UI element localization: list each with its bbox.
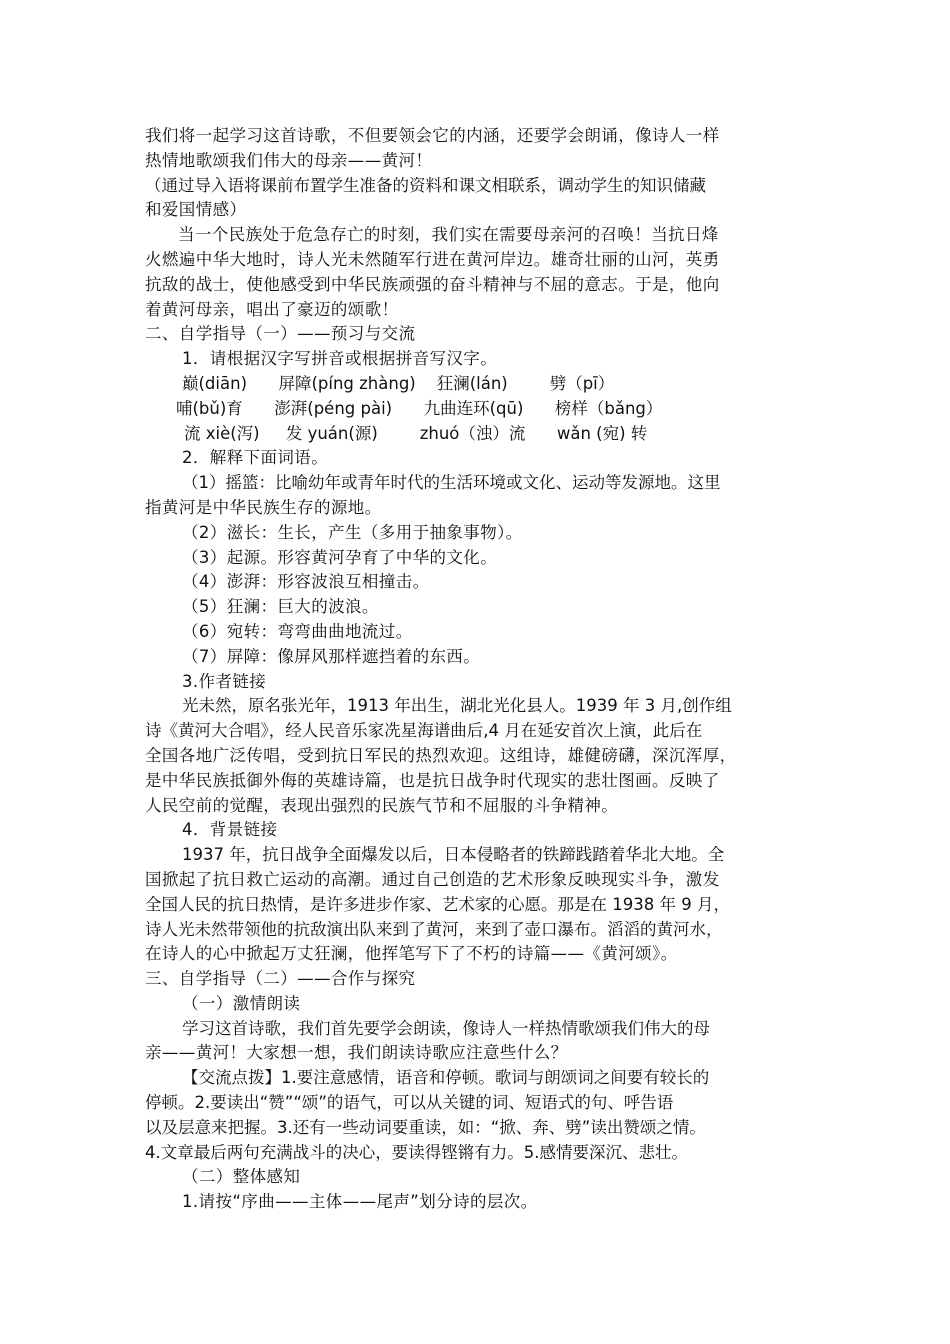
author-para-line-4: 是中华民族抵御外侮的英雄诗篇，也是抗日战争时代现实的悲壮图画。反映了	[145, 770, 720, 790]
task-1-heading: 1．请根据汉字写拼音或根据拼音写汉字。	[182, 349, 498, 369]
context-para-line-5: 在诗人的心中掀起万丈狂澜，他挥笔写下了不朽的诗篇——《黄河颂》。	[145, 944, 678, 964]
overall-task-1: 1.请按“序曲——主体——尾声”划分诗的层次。	[182, 1192, 538, 1212]
subsection-reading: （一）激情朗读	[182, 993, 301, 1013]
definition-4: （4）澎湃：形容波浪互相撞击。	[182, 572, 430, 592]
background-para-line-2: 火燃遍中华大地时，诗人光未然随军行进在黄河岸边。雄奇壮丽的山河，英勇	[145, 249, 720, 269]
context-para-line-3: 全国人民的抗日热情，是许多进步作家、艺术家的心愿。那是在 1938 年 9 月，	[145, 894, 730, 914]
author-para-line-2: 诗《黄河大合唱》，经人民音乐家冼星海谱曲后,4 月在延安首次上演，此后在	[145, 721, 703, 741]
definition-1-line-1: （1）摇篮：比喻幼年或青年时代的生活环境或文化、运动等发源地。这里	[182, 473, 721, 493]
intro-note-line-1: （通过导入语将课前布置学生准备的资料和课文相联系，调动学生的知识储藏	[145, 175, 706, 195]
section-heading-3: 三、自学指导（二）——合作与探究	[145, 969, 416, 989]
intro-note-line-2: 和爱国情感）	[145, 200, 247, 220]
author-para-line-1: 光未然，原名张光年，1913 年出生，湖北光化县人。1939 年 3 月,创作组	[182, 696, 732, 716]
tips-para-line-3: 以及层意来把握。3.还有一些动词要重读，如：“掀、奔、劈”读出赞颂之情。	[145, 1117, 706, 1137]
context-para-line-1: 1937 年，抗日战争全面爆发以后，日本侵略者的铁蹄践踏着华北大地。全	[182, 845, 725, 865]
pinyin-row-2: 哺(bǔ)育 澎湃(péng pài) 九曲连环(qū) 榜样（bǎng）	[176, 398, 663, 418]
task-4-heading: 4．背景链接	[182, 820, 278, 840]
reading-para-line-1: 学习这首诗歌，我们首先要学会朗读，像诗人一样热情歌颂我们伟大的母	[182, 1018, 710, 1038]
subsection-overall: （二）整体感知	[182, 1167, 301, 1187]
definition-1-line-2: 指黄河是中华民族生存的源地。	[145, 497, 382, 517]
definition-6: （6）宛转：弯弯曲曲地流过。	[182, 621, 413, 641]
pinyin-row-3: 流 xiè(泻) 发 yuán(源) zhuó（浊）流 wǎn (宛) 转	[184, 423, 648, 443]
section-heading-2: 二、自学指导（一）——预习与交流	[145, 324, 416, 344]
definition-7: （7）屏障：像屏风那样遮挡着的东西。	[182, 646, 481, 666]
author-para-line-3: 全国各地广泛传唱，受到抗日军民的热烈欢迎。这组诗，雄健磅礴，深沉浑厚，	[145, 745, 737, 765]
definition-2: （2）滋长：生长，产生（多用于抽象事物）。	[182, 522, 523, 542]
context-para-line-2: 国掀起了抗日救亡运动的高潮。通过自己创造的艺术形象反映现实斗争，激发	[145, 869, 720, 889]
background-para-line-1: 当一个民族处于危急存亡的时刻，我们实在需要母亲河的召唤！当抗日烽	[178, 225, 719, 245]
intro-line-1: 我们将一起学习这首诗歌，不但要领会它的内涵，还要学会朗诵，像诗人一样	[145, 126, 720, 145]
author-para-line-5: 人民空前的觉醒，表现出强烈的民族气节和不屈服的斗争精神。	[145, 795, 619, 815]
background-para-line-3: 抗敌的战士，使他感受到中华民族顽强的奋斗精神与不屈的意志。于是，他向	[145, 274, 720, 294]
definition-3: （3）起源。形容黄河孕育了中华的文化。	[182, 547, 498, 567]
background-para-line-4: 着黄河母亲，唱出了豪迈的颂歌！	[145, 299, 399, 319]
intro-line-2: 热情地歌颂我们伟大的母亲——黄河！	[145, 150, 433, 170]
tips-para-line-2: 停顿。2.要读出“赞”“颂”的语气，可以从关键的词、短语式的句、呼告语	[145, 1093, 674, 1113]
tips-para-line-1: 【交流点拨】1.要注意感情，语音和停顿。歌词与朗颂词之间要有较长的	[182, 1068, 710, 1088]
definition-5: （5）狂澜：巨大的波浪。	[182, 597, 379, 617]
context-para-line-4: 诗人光未然带领他的抗敌演出队来到了黄河，来到了壶口瀑布。滔滔的黄河水，	[145, 919, 723, 939]
document-body	[145, 124, 825, 1215]
pinyin-row-1: 巅(diān) 屏障(píng zhàng) 狂澜(lán) 劈（pī）	[182, 373, 615, 393]
reading-para-line-2: 亲——黄河！大家想一想，我们朗读诗歌应注意些什么？	[145, 1043, 568, 1063]
task-3-heading: 3.作者链接	[182, 671, 267, 691]
task-2-heading: 2．解释下面词语。	[182, 448, 329, 468]
tips-para-line-4: 4.文章最后两句充满战斗的决心，要读得铿锵有力。5.感情要深沉、悲壮。	[145, 1142, 688, 1162]
